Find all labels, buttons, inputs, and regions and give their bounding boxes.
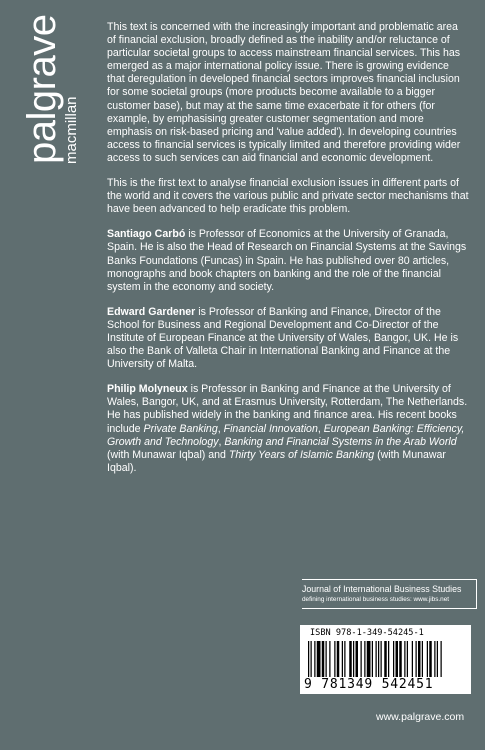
barcode-bar bbox=[329, 641, 330, 677]
barcode-bar bbox=[344, 641, 345, 677]
isbn-barcode bbox=[300, 625, 471, 694]
book-title: Private Banking bbox=[143, 422, 218, 435]
barcode-bar bbox=[404, 641, 405, 677]
barcode-bar bbox=[396, 641, 399, 677]
isbn-label: ISBN 978-1-349-54245-1 bbox=[310, 628, 424, 638]
barcode-bar bbox=[434, 641, 435, 677]
description-paragraph-1: This text is concerned with the increasingly important and problematic area of financial exclusion, broadly defined as the inability and/or reluctance of particular societal groups to access mainstream financial services. This has emerged as a major international policy issue. There is growing evidence that deregulation in developed financial sectors improves financial inclusion for some societal groups (more products become available to a bigger customer base), but may at the same time exacerbate it for others (for example, by emphasising greater customer segmentation and more emphasis on risk-based pricing and 'value added'). In developing countries access to financial services is typically limited and therefore providing wider access to such services can aid financial and economic development. bbox=[107, 21, 461, 164]
separator: , bbox=[317, 422, 324, 435]
logo-sub-text: macmillan bbox=[63, 96, 80, 164]
jibs-advert bbox=[302, 579, 477, 609]
barcode-bar bbox=[311, 641, 312, 677]
barcode-bar bbox=[308, 641, 309, 677]
barcode-bar bbox=[342, 641, 343, 677]
barcode-bar bbox=[437, 641, 438, 677]
barcode-bar bbox=[429, 641, 432, 677]
back-cover-text bbox=[107, 21, 469, 487]
author-name: Edward Gardener bbox=[107, 305, 196, 318]
jibs-title: Journal of International Business Studies bbox=[302, 584, 462, 594]
separator: , bbox=[218, 435, 225, 448]
publisher-logo bbox=[18, 14, 78, 164]
barcode-bar bbox=[399, 641, 402, 677]
barcode-bar bbox=[364, 641, 365, 677]
author-bio-text: is Professor of Banking and Finance, Director of the School for Business and Regional Development and Co-Director of the Institute of European Finance at the University of Wales, Bangor, UK. He is also the Bank of Valleta Chair in International Banking and Finance at the University of Malta. bbox=[107, 305, 459, 371]
publisher-website[interactable]: www.palgrave.com bbox=[376, 711, 465, 723]
separator: (with Munawar Iqbal). bbox=[107, 448, 446, 474]
book-title: European Banking: Efficiency, Growth and Technology bbox=[107, 422, 465, 448]
logo-brand-text: palgrave bbox=[20, 14, 64, 164]
barcode-bar bbox=[422, 641, 423, 677]
barcode-bar bbox=[388, 641, 389, 677]
author-bio-carbo bbox=[107, 228, 469, 293]
barcode-bars bbox=[308, 641, 463, 677]
barcode-bar bbox=[427, 641, 428, 677]
barcode-bar bbox=[378, 641, 379, 677]
barcode-bar bbox=[393, 641, 394, 677]
barcode-bar bbox=[356, 641, 359, 677]
author-name: Philip Molyneux bbox=[107, 383, 188, 396]
barcode-bar bbox=[317, 641, 321, 677]
barcode-bar bbox=[418, 641, 421, 677]
barcode-bar bbox=[372, 641, 373, 677]
barcode-bar bbox=[412, 641, 413, 677]
author-bio-molyneux bbox=[107, 383, 469, 475]
barcode-bar bbox=[326, 641, 327, 677]
barcode-bar bbox=[441, 641, 442, 677]
book-title: Thirty Years of Islamic Banking bbox=[228, 448, 375, 461]
barcode-bar bbox=[416, 641, 417, 677]
separator: , bbox=[217, 422, 224, 435]
separator: (with Munawar Iqbal) and bbox=[107, 448, 229, 461]
barcode-bar bbox=[384, 641, 387, 677]
author-name: Santiago Carbó bbox=[107, 228, 186, 241]
isbn-digits: 9 781349 542451 bbox=[304, 677, 434, 692]
barcode-bar bbox=[407, 641, 408, 677]
barcode-bar bbox=[334, 641, 335, 677]
author-bio-text: is Professor in Banking and Finance at the University of Wales, Bangor, UK, and at Erasmus University, Rotterdam, The Netherlands. He has published widely in the banking and finance area. His recent books include bbox=[107, 383, 468, 435]
author-bio-gardener bbox=[107, 306, 469, 371]
book-title: Banking and Financial Systems in the Arab World bbox=[224, 435, 457, 448]
description-paragraph-2: This is the first text to analyse financial exclusion issues in different parts of the world and it covers the various public and private sector mechanisms that have been advanced to help eradicate this problem. bbox=[107, 177, 469, 216]
author-bio-text: is Professor of Economics at the University of Granada, Spain. He is also the Head of Research on Financial Systems at the Savings Banks Foundations (Funcas) in Spain. He has published over 80 articles, monographs and book chapters on banking and the role of the financial system in the economy and society. bbox=[107, 228, 467, 293]
jibs-tagline: defining international business studies: www.jibs.net bbox=[302, 596, 450, 603]
barcode-bar bbox=[376, 641, 377, 677]
barcode-bar bbox=[361, 641, 362, 677]
book-title: Financial Innovation bbox=[223, 422, 318, 435]
barcode-bar bbox=[322, 641, 325, 677]
barcode-bar bbox=[353, 641, 354, 677]
barcode-bar bbox=[367, 641, 371, 677]
barcode-bar bbox=[337, 641, 340, 677]
barcode-bar bbox=[349, 641, 352, 677]
barcode-bar bbox=[381, 641, 382, 677]
barcode-bar bbox=[314, 641, 315, 677]
